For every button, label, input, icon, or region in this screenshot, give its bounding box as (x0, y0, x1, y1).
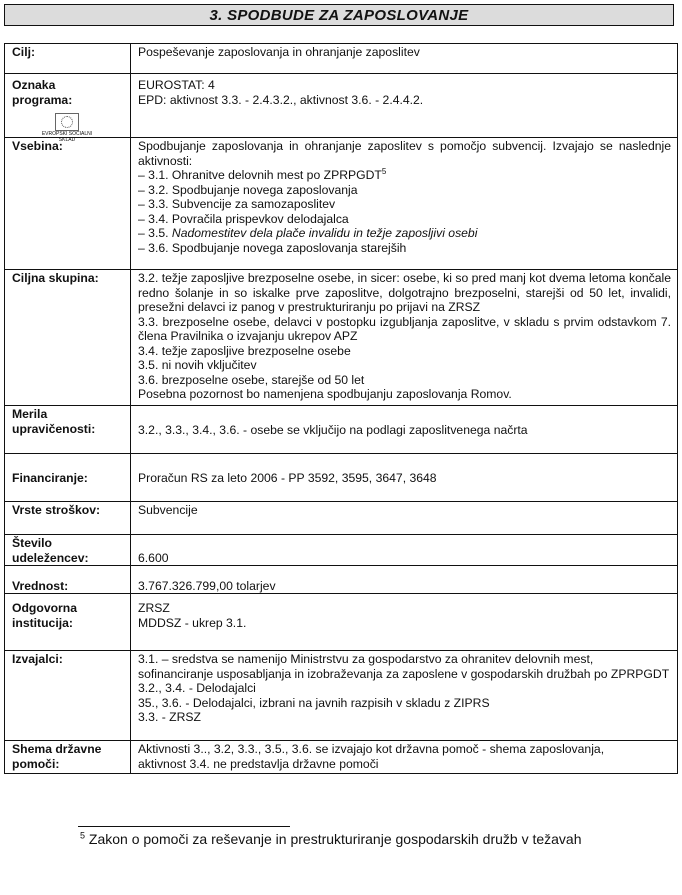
row-vrste-stroskov (5, 502, 678, 535)
footnote-number: 5 (80, 830, 86, 841)
value-merila: 3.2., 3.3., 3.4., 3.6. - osebe se vključijo na podlagi zaposlitvenega načrta (131, 406, 678, 454)
row-shema (5, 741, 678, 774)
row-vsebina (5, 138, 678, 270)
label-izvajalci: Izvajalci: (5, 651, 131, 741)
label-oznaka-line1: Oznaka (12, 78, 56, 92)
oznaka-line1: EUROSTAT: 4 (138, 78, 215, 92)
label-institucija: Odgovorna institucija: (5, 594, 131, 651)
vsebina-item-1: – 3.1. Ohranitve delovnih mest po ZPRPGDT$^5$ (138, 166, 387, 182)
skupina-p1: 3.2. težje zaposljive brezposelne osebe, in sicer: osebe, ki so pred manj kot dvema letoma končale redno šolanje in so iskalke prve zaposlitve, dolgotrajno brezposelni, starejši od 50 let, invalidi, presežni delavci iz panog v prestrukturiranju po prijavi na ZRSZ (138, 271, 671, 314)
skupina-p4: 3.5. ni novih vključitev (138, 358, 257, 372)
label-vrste-stroskov: Vrste stroškov: (5, 502, 131, 535)
value-financiranje: Proračun RS za leto 2006 - PP 3592, 3595, 3647, 3648 (131, 454, 678, 502)
footnote-separator (78, 826, 290, 827)
vsebina-intro: Spodbujanje zaposlovanja in ohranjanje zaposlitev s pomočjo subvencij. Izvajajo se naslednje aktivnosti: (138, 139, 671, 168)
oznaka-line2: EPD: aktivnost 3.3. - 2.4.3.2., aktivnost 3.6. - 2.4.4.2. (138, 92, 424, 107)
vsebina-item-6: – 3.6. Spodbujanje novega zaposlovanja starejših (138, 240, 407, 255)
footnote-text: Zakon o pomoči za reševanje in prestrukturiranje gospodarskih družb v težavah (85, 831, 582, 847)
vsebina-item-5: – 3.5. Nadomestitev dela plače invalidu in težje zaposljivi osebi (138, 226, 478, 240)
row-oznaka (5, 74, 678, 138)
label-ciljna-skupina: Ciljna skupina: (5, 270, 131, 406)
izvajalci-line1: 3.1. – sredstva se namenijo Ministrstvu za gospodarstvo za ohranitev delovnih mest, sofinanciranje usposabljanja in izobraževanja za zaposlene v gospodarskih družbah po ZPRPGDT (138, 652, 670, 681)
value-vrste-stroskov: Subvencije (131, 502, 678, 535)
row-financiranje (5, 454, 678, 502)
label-vrednost: Vrednost: (5, 566, 131, 594)
eu-flag-icon (55, 113, 79, 131)
value-ciljna-skupina (131, 270, 678, 406)
label-financiranje: Financiranje: (5, 454, 131, 502)
row-vrednost (5, 566, 678, 594)
program-table (4, 43, 678, 774)
label-udelezenci: Število udeležencev: (5, 535, 131, 566)
label-cilj: Cilj: (5, 44, 131, 74)
vsebina-item-3: – 3.3. Subvencije za samozaposlitev (138, 197, 336, 211)
value-izvajalci (131, 651, 678, 741)
value-udelezenci: 6.600 (131, 535, 678, 566)
skupina-p5: 3.6. brezposelne osebe, starejše od 50 let (138, 372, 365, 387)
skupina-p3: 3.4. težje zaposljive brezposelne osebe (138, 343, 351, 358)
value-vsebina (131, 138, 678, 270)
value-institucija: ZRSZ MDDSZ - ukrep 3.1. (131, 594, 678, 651)
skupina-p2: 3.3. brezposelne osebe, delavci v postopku izgubljanja zaposlitve, v skladu s prvim odstavkom 7. člena Pravilnika o izvajanju ukrepov APZ (138, 314, 671, 343)
row-udelezenci (5, 535, 678, 566)
row-ciljna-skupina (5, 270, 678, 406)
skupina-p6: Posebna pozornost bo namenjena spodbujanju zaposlovanja Romov. (138, 387, 512, 401)
value-cilj: Pospeševanje zaposlovanja in ohranjanje zaposlitev (131, 44, 678, 74)
vsebina-item-4: – 3.4. Povračila prispevkov delodajalca (138, 211, 349, 226)
label-oznaka-line2: programa: (12, 92, 73, 107)
row-institucija (5, 594, 678, 651)
footnote (80, 831, 582, 848)
label-oznaka (5, 74, 131, 143)
section-title-bar (4, 4, 674, 26)
label-shema: Shema državne pomoči: (5, 741, 131, 774)
value-vrednost: 3.767.326.799,00 tolarjev (131, 566, 678, 594)
row-merila (5, 406, 678, 454)
value-oznaka (131, 74, 678, 138)
row-cilj (5, 44, 678, 74)
value-shema: Aktivnosti 3.., 3.2, 3.3., 3.5., 3.6. se izvajajo kot državna pomoč - shema zaposlovanja, aktivnost 3.4. ne predstavlja državne pomoči (131, 741, 678, 774)
izvajalci-line3: 35., 3.6. - Delodajalci, izbrani na javnih razpisih v skladu z ZIPRS (138, 695, 490, 710)
izvajalci-line4: 3.3. - ZRSZ (138, 710, 201, 724)
esf-logo-caption: EVROPSKI SOCIALNI SKLAD (41, 131, 93, 143)
vsebina-item-2: – 3.2. Spodbujanje novega zaposlovanja (138, 182, 358, 197)
row-izvajalci (5, 651, 678, 741)
izvajalci-line2: 3.2., 3.4. - Delodajalci (138, 681, 256, 695)
esf-logo (38, 113, 96, 143)
label-vsebina: Vsebina: (5, 138, 131, 270)
section-title: 3. SPODBUDE ZA ZAPOSLOVANJE (209, 6, 469, 24)
label-merila: Merila upravičenosti: (5, 406, 131, 454)
